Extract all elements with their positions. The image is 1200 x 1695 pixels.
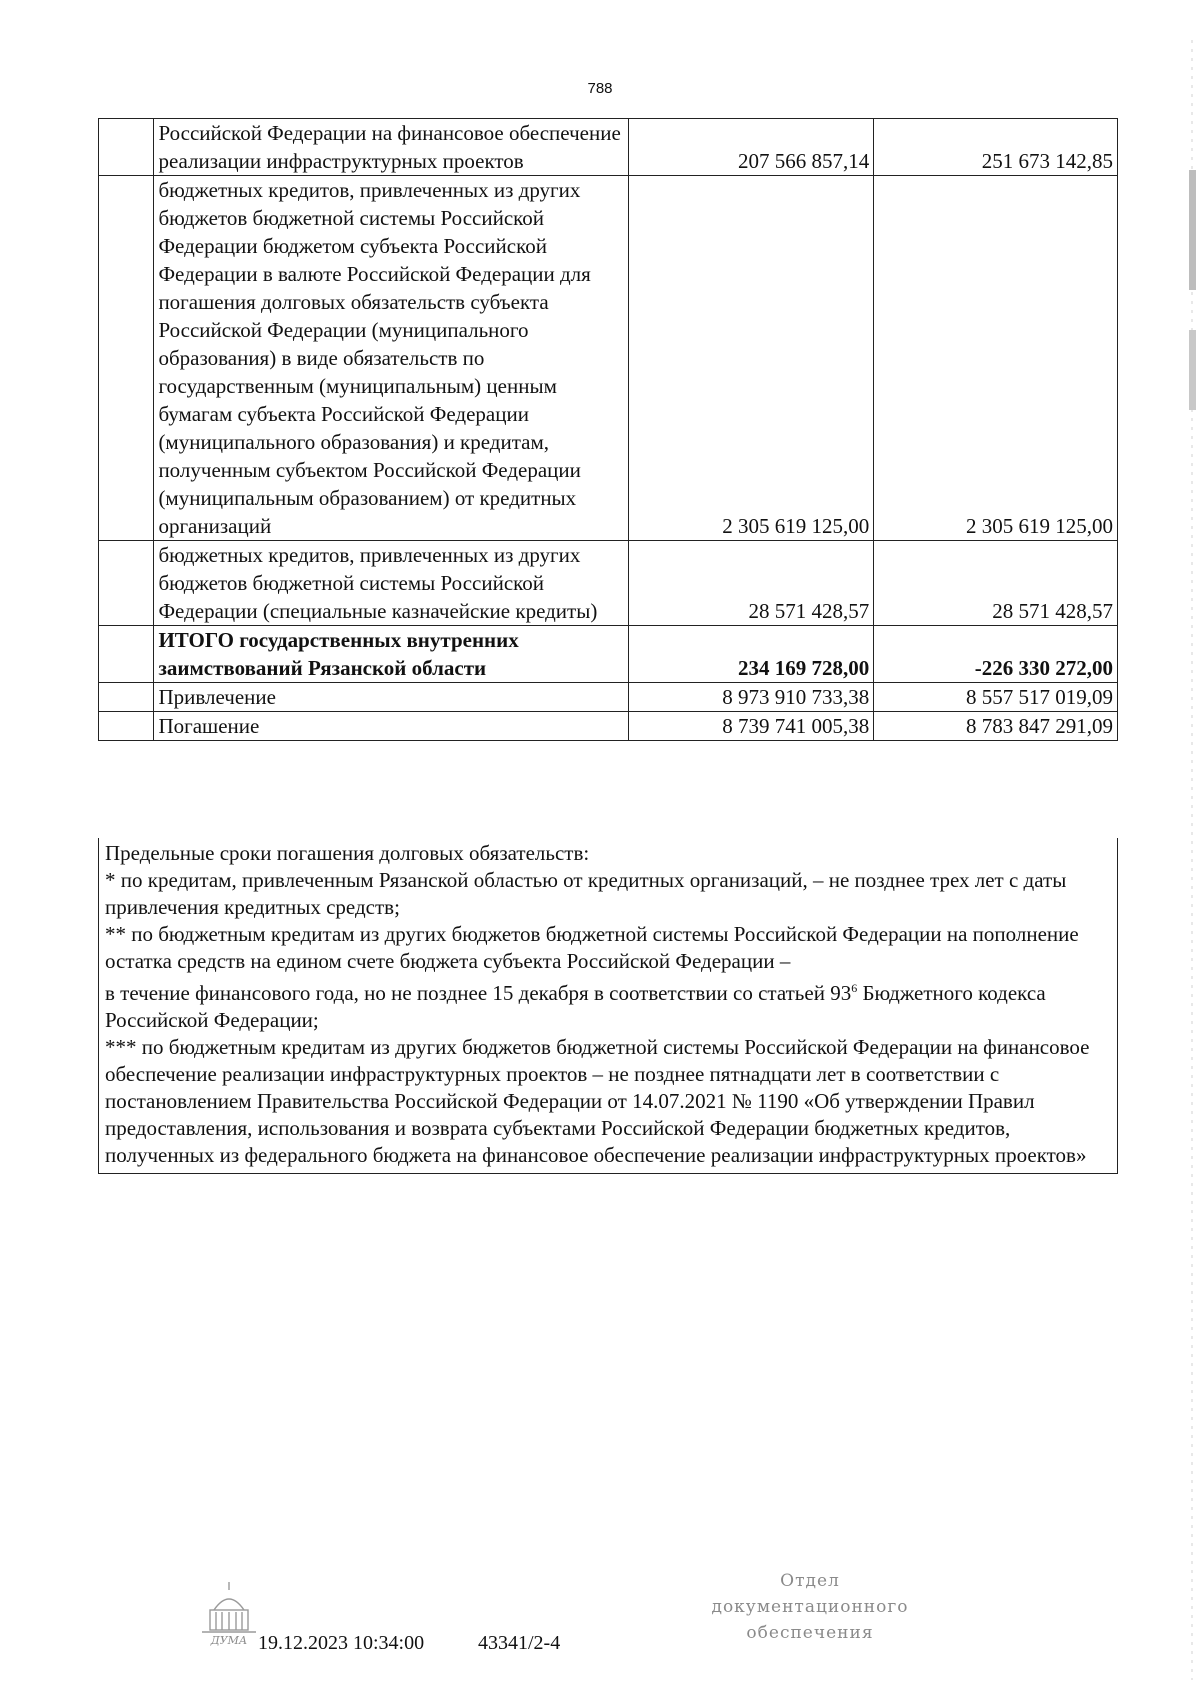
row-description: ИТОГО государственных внутренних заимствований Рязанской области xyxy=(154,626,629,683)
table-row xyxy=(99,119,1118,176)
row-value-year2: -226 330 272,00 xyxy=(874,626,1118,683)
row-value-year1: 207 566 857,14 xyxy=(629,119,874,176)
note-2-part-b: в течение финансового года, но не позднее 15 декабря в соответствии со статьей 93 xyxy=(105,981,852,1005)
table-row xyxy=(99,541,1118,626)
table-row xyxy=(99,712,1118,741)
scan-edge-marks xyxy=(1188,40,1196,1680)
department-stamp xyxy=(680,1568,940,1646)
notes-heading: Предельные сроки погашения долговых обязательств: xyxy=(105,841,590,865)
note-2-part-a: ** по бюджетным кредитам из других бюджетов бюджетной системы Российской Федерации на пополнение остатка средств на едином счете бюджета субъекта Российской Федерации – xyxy=(105,922,1079,973)
footer-datetime: 19.12.2023 10:34:00 xyxy=(258,1632,425,1654)
row-value-year1: 8 739 741 005,38 xyxy=(629,712,874,741)
row-value-year1: 28 571 428,57 xyxy=(629,541,874,626)
logo-text: ДУМА xyxy=(210,1634,248,1647)
note-2-superscript: 6 xyxy=(851,981,858,995)
borrowings-table xyxy=(98,118,1118,741)
row-marker-cell xyxy=(99,626,154,683)
stamp-line-2: обеспечения xyxy=(746,1623,874,1643)
row-description: бюджетных кредитов, привлеченных из других бюджетов бюджетной системы Российской Федерации (специальные казначейские кредиты) xyxy=(154,541,629,626)
row-value-year1: 2 305 619 125,00 xyxy=(629,176,874,541)
table-row xyxy=(99,683,1118,712)
table-row xyxy=(99,626,1118,683)
note-3: *** по бюджетным кредитам из других бюджетов бюджетной системы Российской Федерации на финансовое обеспечение реализации инфраструктурных проектов – не позднее пятнадцати лет в соответствии с постановлением Правительства Российской Федерации от 14.07.2021 № 1190 «Об утверждении Правил предоставления, использования и возврата субъектами Российской Федерации бюджетных кредитов, полученных из федерального бюджета на финансовое обеспечение реализации инфраструктурных проектов» xyxy=(105,1035,1090,1167)
row-marker-cell xyxy=(99,176,154,541)
footer-doc-number: 43341/2-4 xyxy=(478,1632,561,1654)
row-marker-cell xyxy=(99,541,154,626)
row-value-year1: 234 169 728,00 xyxy=(629,626,874,683)
row-value-year2: 8 557 517 019,09 xyxy=(874,683,1118,712)
notes-box xyxy=(98,838,1118,1174)
note-2-part-c: Бюджетного кодекса Российской Федерации; xyxy=(105,981,1046,1032)
table-row xyxy=(99,176,1118,541)
row-marker-cell xyxy=(99,119,154,176)
row-marker-cell xyxy=(99,683,154,712)
row-marker-cell xyxy=(99,712,154,741)
row-description: Привлечение xyxy=(154,683,629,712)
row-value-year2: 8 783 847 291,09 xyxy=(874,712,1118,741)
duma-logo-icon xyxy=(196,1580,262,1650)
stamp-line-1: Отдел документационного xyxy=(711,1571,909,1617)
row-description: Погашение xyxy=(154,712,629,741)
row-value-year2: 28 571 428,57 xyxy=(874,541,1118,626)
row-description: бюджетных кредитов, привлеченных из других бюджетов бюджетной системы Российской Федерации бюджетом субъекта Российской Федерации в валюте Российской Федерации для погашения долговых обязательств субъекта Российской Федерации (муниципального образования) в виде обязательств по государственным (муниципальным) ценным бумагам субъекта Российской Федерации (муниципального образования) и кредитам, полученным субъектом Российской Федерации (муниципальным образованием) от кредитных организаций xyxy=(154,176,629,541)
row-value-year1: 8 973 910 733,38 xyxy=(629,683,874,712)
row-value-year2: 251 673 142,85 xyxy=(874,119,1118,176)
page-number: 788 xyxy=(587,80,613,97)
note-2 xyxy=(105,921,1111,1034)
row-value-year2: 2 305 619 125,00 xyxy=(874,176,1118,541)
row-description: Российской Федерации на финансовое обеспечение реализации инфраструктурных проектов xyxy=(154,119,629,176)
note-1: * по кредитам, привлеченным Рязанской областью от кредитных организаций, – не позднее трех лет с даты привлечения кредитных средств; xyxy=(105,868,1067,919)
